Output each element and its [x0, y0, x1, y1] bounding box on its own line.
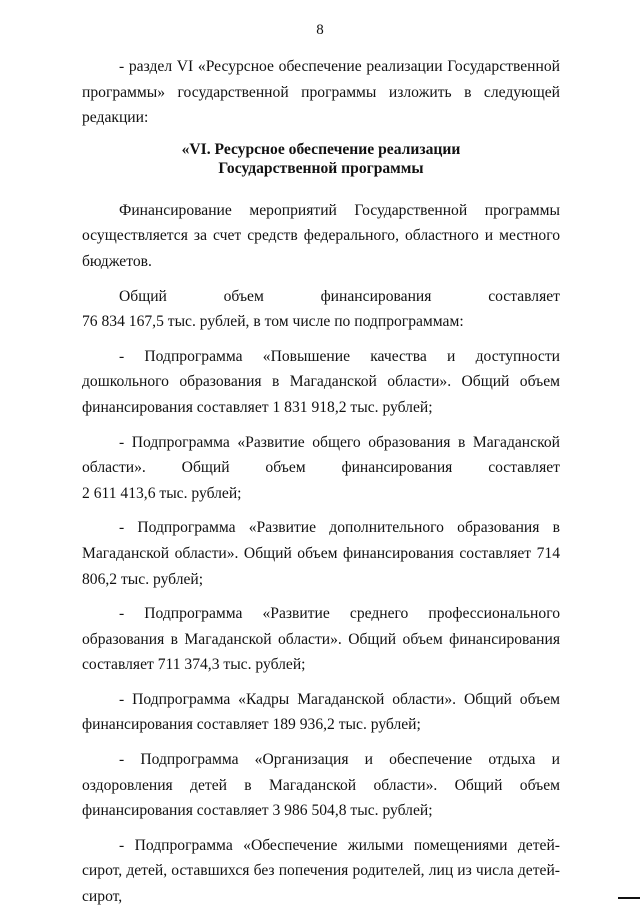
- intro-paragraph: - раздел VI «Ресурсное обеспечение реализации Государственной программы» государственной программы изложить в следующей редакции:: [82, 58, 560, 127]
- subprogram-orphans-housing: - Подпрограмма «Обеспечение жилыми помещениями детей-сирот, детей, оставшихся без попечения родителей, лиц из числа детей-сирот,: [82, 836, 560, 906]
- corner-mark: [618, 897, 640, 905]
- subprogram-general-education: - Подпрограмма «Развитие общего образования в Магаданской области». Общий объем финансирования составляет: [82, 433, 560, 477]
- subprogram-preschool: - Подпрограмма «Повышение качества и доступности дошкольного образования в Магаданской области». Общий объем финансирования составляет 1 831 918,2 тыс. рублей;: [82, 347, 560, 416]
- section-heading-line-1: «VI. Ресурсное обеспечение реализации: [181, 140, 461, 158]
- subprogram-vocational-education: - Подпрограмма «Развитие среднего профессионального образования в Магаданской области». Общий объем финансирования составляет 711 374,3 тыс. рублей;: [82, 605, 560, 674]
- subprogram-children-recreation: - Подпрограмма «Организация и обеспечение отдыха и оздоровления детей в Магаданской области». Общий объем финансирования составляет 3 986 504,8 тыс. рублей;: [82, 751, 560, 820]
- page-number: 8: [316, 22, 324, 38]
- subprogram-additional-education: - Подпрограмма «Развитие дополнительного образования в Магаданской области». Общий объем финансирования составляет 714 806,2 тыс. рублей;: [82, 519, 560, 588]
- document-body: [82, 54, 560, 919]
- total-volume-value: 76 834 167,5 тыс. рублей, в том числе по подпрограммам:: [82, 313, 464, 331]
- total-volume-label: Общий объем финансирования составляет: [119, 287, 560, 305]
- section-heading-line-2: Государственной программы: [218, 159, 424, 177]
- financing-sources-paragraph: Финансирование мероприятий Государственной программы осуществляется за счет средств федерального, областного и местного бюджетов.: [82, 201, 560, 270]
- subprogram-personnel: - Подпрограмма «Кадры Магаданской области». Общий объем финансирования составляет 189 936,2 тыс. рублей;: [82, 690, 560, 734]
- section-heading: [82, 140, 560, 178]
- subprogram-general-education-amount: 2 611 413,6 тыс. рублей;: [82, 484, 242, 502]
